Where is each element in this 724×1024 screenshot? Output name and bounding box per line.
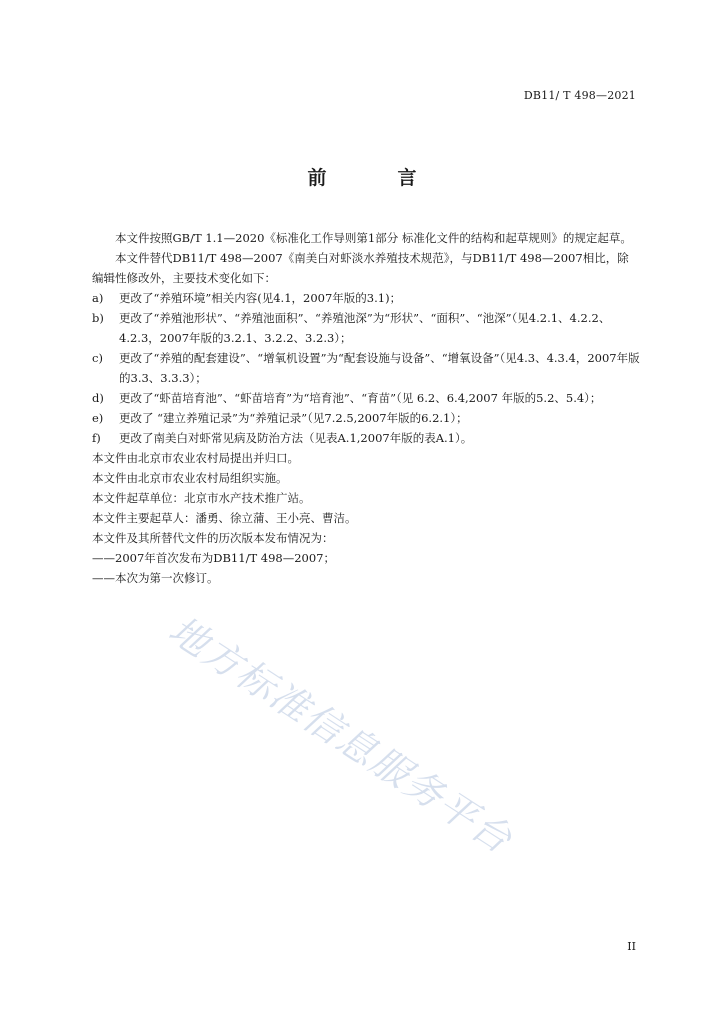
drafting-organization: 本文件起草单位：北京市水产技术推广站。 [92,491,311,505]
version-history-item: ——本次为第一次修订。 [92,571,219,585]
list-item [92,308,640,348]
watermark-text: 地方标准信息服务平台 [161,607,521,863]
list-item-label: f) [92,431,101,445]
list-item-label: d) [92,391,104,405]
list-item [92,388,640,408]
page-title: 前 言 [307,167,443,189]
intro-paragraph-2: 本文件替代DB11/T 498—2007《南美白对虾淡水养殖技术规范》，与DB11/T 498—2007相比，除编辑性修改外，主要技术变化如下： [92,251,629,285]
list-item-text: 更改了“养殖环境”相关内容(见4.1，2007年版的3.1)； [119,291,402,305]
list-item-label: e) [92,411,104,425]
list-item-label: b) [92,311,104,325]
list-item-label: a) [92,291,104,305]
foreword-body [92,228,640,588]
main-drafters: 本文件主要起草人：潘勇、徐立蒲、王小亮、曹洁。 [92,511,357,525]
version-history-heading: 本文件及其所替代文件的历次版本发布情况为： [92,531,334,545]
page-number: II [627,940,636,953]
list-item-text: 更改了南美白对虾常见病及防治方法（见表A.1,2007年版的表A.1）。 [119,431,473,445]
list-item [92,288,640,308]
version-history-item: ——2007年首次发布为DB11/T 498—2007； [92,551,335,565]
list-item [92,408,640,428]
list-item-text: 更改了 “建立养殖记录”为“养殖记录”（见7.2.5,2007年版的6.2.1）； [119,411,468,425]
implementing-authority: 本文件由北京市农业农村局组织实施。 [92,471,288,485]
changes-list [92,288,640,448]
list-item [92,428,640,448]
list-item-text: 更改了“养殖的配套建设”、“增氧机设置”为“配套设施与设备”、“增氧设备”（见4.3、4.3.4，2007年版的3.3、3.3.3）； [119,351,640,385]
list-item-text: 更改了“虾苗培育池”、“虾苗培育”为“培育池”、“育苗”（见 6.2、6.4,2007 年版的5.2、5.4）； [119,391,602,405]
intro-paragraph-1: 本文件按照GB/T 1.1—2020《标准化工作导则第1部分 标准化文件的结构和起草规则》的规定起草。 [115,231,632,245]
document-code-header: DB11/ T 498—2021 [523,89,636,102]
list-item-label: c) [92,351,103,365]
list-item [92,348,640,388]
responsible-authority: 本文件由北京市农业农村局提出并归口。 [92,451,299,465]
list-item-text: 更改了“养殖池形状”、“养殖池面积”、“养殖池深”为“形状”、“面积”、“池深”（见4.2.1、4.2.2、4.2.3，2007年版的3.2.1、3.2.2、3.2.3）； [119,311,611,345]
